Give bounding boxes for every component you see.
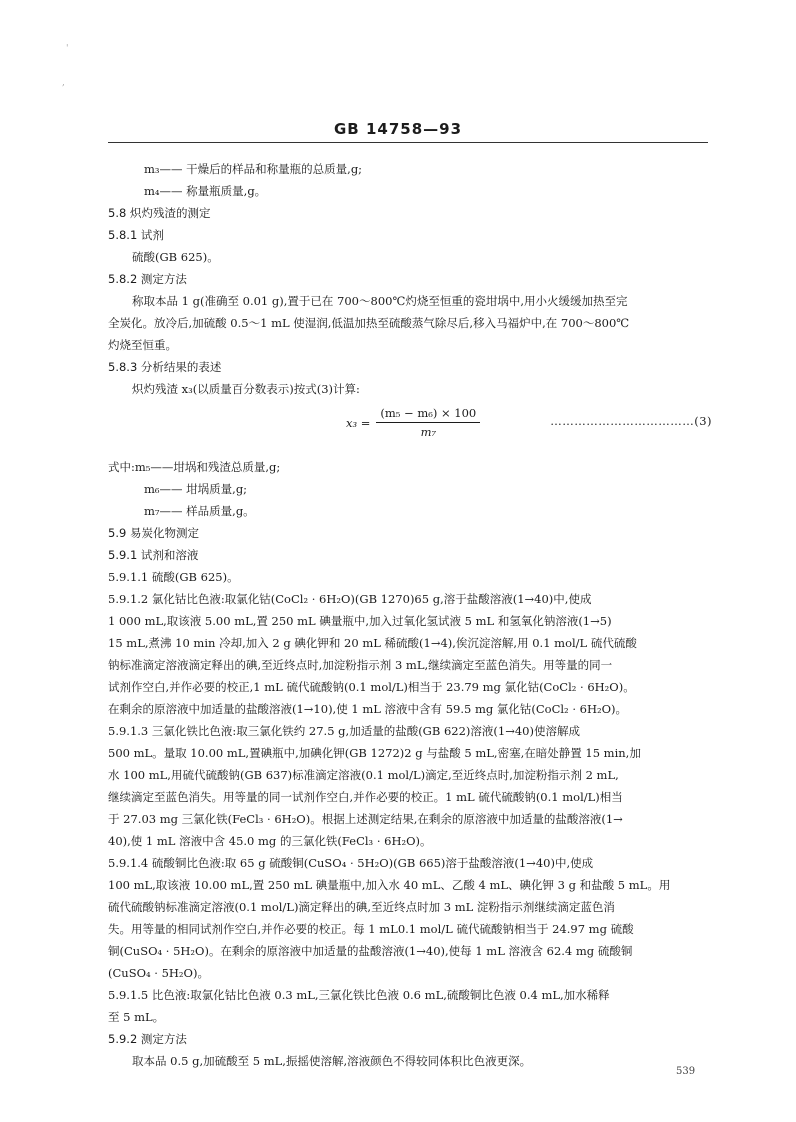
document-body — [108, 158, 712, 1072]
paragraph-line: 取本品 0.5 g,加硫酸至 5 mL,振摇使溶解,溶液颜色不得较同体积比色液更深。 — [132, 1054, 532, 1068]
scan-artifact: , — [62, 78, 65, 88]
result-intro: 炽灼残渣 x₃(以质量百分数表示)按式(3)计算: — [132, 382, 360, 396]
paragraph-line: 硫代硫酸钠标准滴定溶液(0.1 mol/L)滴定释出的碘,至近终点时加 3 mL 淀粉指示剂继续滴定蓝色消 — [108, 900, 615, 914]
paragraph-line: 500 mL。量取 10.00 mL,置碘瓶中,加碘化钾(GB 1272)2 g 与盐酸 5 mL,密塞,在暗处静置 15 min,加 — [108, 746, 641, 760]
paragraph-line: (CuSO₄ · 5H₂O)。 — [108, 966, 209, 980]
paragraph-line: 称取本品 1 g(准确至 0.01 g),置于已在 700～800℃灼烧至恒重的瓷坩埚中,用小火缓缓加热至完 — [132, 294, 628, 308]
standard-header: GB 14758—93 — [333, 120, 463, 138]
clause-5-9-1-1: 5.9.1.1 硫酸(GB 625)。 — [108, 570, 239, 584]
header-rule — [108, 142, 708, 143]
section-heading-5-9-2: 5.9.2 测定方法 — [108, 1032, 187, 1046]
paragraph-line: 全炭化。放冷后,加硫酸 0.5～1 mL 使湿润,低温加热至硫酸蒸气除尽后,移入马福炉中,在 700～800℃ — [108, 316, 630, 330]
definition-m5: 式中:m₅——坩埚和残渣总质量,g; — [108, 460, 281, 474]
section-heading-5-8-2: 5.8.2 测定方法 — [108, 272, 187, 286]
formula-denominator: m₇ — [420, 425, 437, 439]
paragraph-line: 5.9.1.2 氯化钴比色液:取氯化钴(CoCl₂ · 6H₂O)(GB 1270)65 g,溶于盐酸溶液(1→40)中,使成 — [108, 592, 592, 606]
formula-lhs: x₃ = — [346, 415, 371, 430]
reagent-text: 硫酸(GB 625)。 — [132, 250, 219, 264]
equation-number: ………………………………(3) — [550, 414, 712, 428]
section-heading-5-9: 5.9 易炭化物测定 — [108, 526, 199, 540]
paragraph-line: 至 5 mL。 — [108, 1010, 165, 1024]
paragraph-line: 灼烧至恒重。 — [108, 338, 177, 352]
paragraph-line: 5.9.1.4 硫酸铜比色液:取 65 g 硫酸铜(CuSO₄ · 5H₂O)(GB 665)溶于盐酸溶液(1→40)中,使成 — [108, 856, 594, 870]
paragraph-line: 铜(CuSO₄ · 5H₂O)。在剩余的原溶液中加适量的盐酸溶液(1→40),使每 1 mL 溶液含 62.4 mg 硫酸铜 — [108, 944, 633, 958]
paragraph-line: 继续滴定至蓝色消失。用等量的同一试剂作空白,并作必要的校正。1 mL 硫代硫酸钠(0.1 mol/L)相当 — [108, 790, 623, 804]
definition-m4: m₄—— 称量瓶质量,g。 — [144, 184, 267, 198]
paragraph-line: 失。用等量的相同试剂作空白,并作必要的校正。每 1 mL0.1 mol/L 硫代硫酸钠相当于 24.97 mg 硫酸 — [108, 922, 634, 936]
paragraph-line: 15 mL,煮沸 10 min 冷却,加入 2 g 碘化钾和 20 mL 稀硫酸(1→4),俟沉淀溶解,用 0.1 mol/L 硫代硫酸 — [108, 636, 637, 650]
paragraph-line: 在剩余的原溶液中加适量的盐酸溶液(1→10),使 1 mL 溶液中含有 59.5 mg 氯化钴(CoCl₂ · 6H₂O)。 — [108, 702, 628, 716]
paragraph-line: 5.9.1.5 比色液:取氯化钴比色液 0.3 mL,三氯化铁比色液 0.6 mL,硫酸铜比色液 0.4 mL,加水稀释 — [108, 988, 610, 1002]
formula-numerator: (m₅ − m₆) × 100 — [376, 406, 480, 423]
definition-m7: m₇—— 样品质量,g。 — [144, 504, 255, 518]
paragraph-line: 1 000 mL,取该液 5.00 mL,置 250 mL 碘量瓶中,加入过氧化氢试液 5 mL 和氢氧化钠溶液(1→5) — [108, 614, 612, 628]
paragraph-line: 5.9.1.3 三氯化铁比色液:取三氯化铁约 27.5 g,加适量的盐酸(GB 622)溶液(1→40)使溶解成 — [108, 724, 580, 738]
formula-3 — [108, 400, 712, 456]
formula-expression — [346, 406, 480, 439]
scan-artifact: ' — [66, 44, 69, 54]
page-number: 539 — [676, 1066, 696, 1077]
section-heading-5-9-1: 5.9.1 试剂和溶液 — [108, 548, 199, 562]
section-heading-5-8: 5.8 炽灼残渣的测定 — [108, 206, 211, 220]
section-heading-5-8-3: 5.8.3 分析结果的表述 — [108, 360, 222, 374]
formula-fraction — [376, 406, 480, 439]
paragraph-line: 试剂作空白,并作必要的校正,1 mL 硫代硫酸钠(0.1 mol/L)相当于 23.79 mg 氯化钴(CoCl₂ · 6H₂O)。 — [108, 680, 635, 694]
paragraph-line: 于 27.03 mg 三氯化铁(FeCl₃ · 6H₂O)。根据上述测定结果,在剩余的原溶液中加适量的盐酸溶液(1→ — [108, 812, 623, 826]
paragraph-line: 钠标准滴定溶液滴定释出的碘,至近终点时,加淀粉指示剂 3 mL,继续滴定至蓝色消失。用等量的同一 — [108, 658, 613, 672]
paragraph-line: 100 mL,取该液 10.00 mL,置 250 mL 碘量瓶中,加入水 40 mL、乙酸 4 mL、碘化钾 3 g 和盐酸 5 mL。用 — [108, 878, 671, 892]
section-heading-5-8-1: 5.8.1 试剂 — [108, 228, 164, 242]
definition-m3: m₃—— 干燥后的样品和称量瓶的总质量,g; — [144, 162, 363, 176]
definition-m6: m₆—— 坩埚质量,g; — [144, 482, 248, 496]
paragraph-line: 40),使 1 mL 溶液中含 45.0 mg 的三氯化铁(FeCl₃ · 6H₂O)。 — [108, 834, 432, 848]
paragraph-line: 水 100 mL,用硫代硫酸钠(GB 637)标准滴定溶液(0.1 mol/L)滴定,至近终点时,加淀粉指示剂 2 mL, — [108, 768, 619, 782]
